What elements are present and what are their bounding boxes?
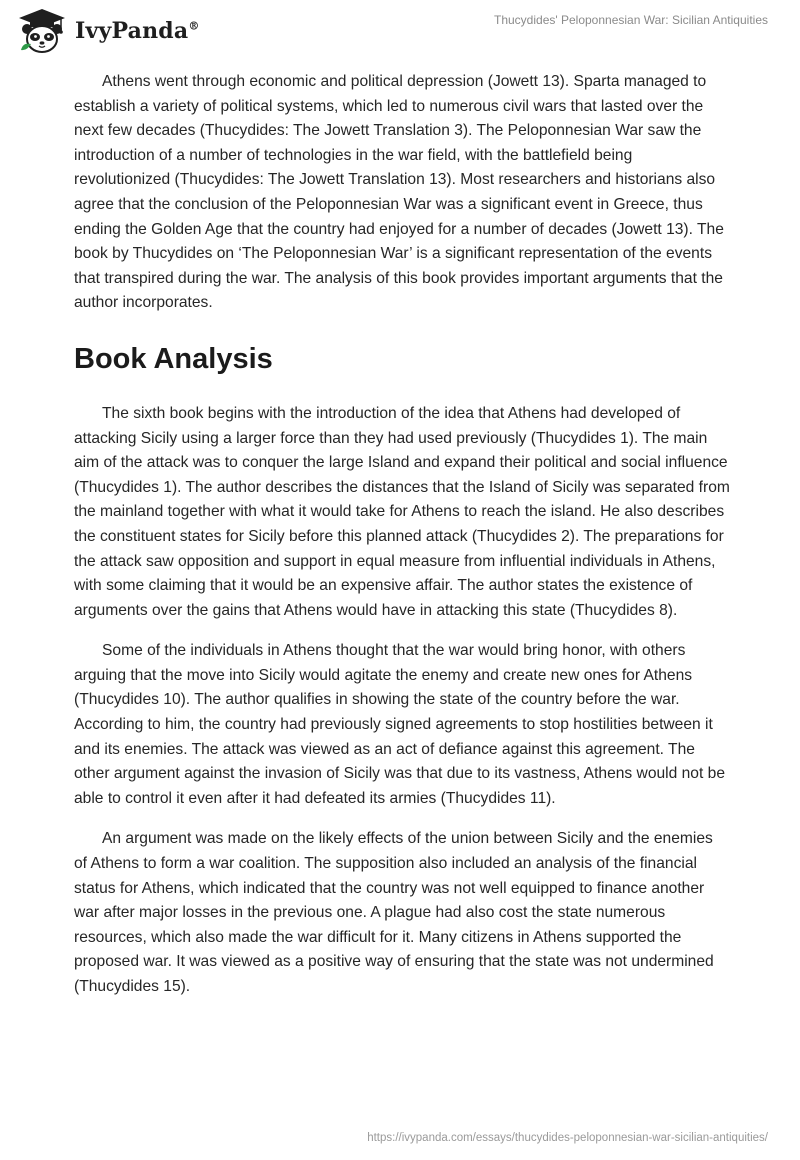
body-paragraph: The sixth book begins with the introduction of the idea that Athens had developed of attacking Sicily using a larger force than they had used previously (Thucydides 1). The main aim of the attack was to conquer the large Island and expand their political and social influence (Thucydides 1). The author describes the distances that the Island of Sicily was separated from the mainland together with what it would take for Athens to reach the island. He also describes the constituent states for Sicily before this planned attack (Thucydides 2). The preparations for the attack saw opposition and support in equal measure from influential individuals in Athens, with some claiming that it would be an expensive affair. The author states the existence of arguments over the gains that Athens would have in attacking this state (Thucydides 8). bbox=[74, 404, 730, 619]
panda-graduate-icon bbox=[13, 6, 71, 56]
body-paragraph: Some of the individuals in Athens thought that the war would bring honor, with others arguing that the move into Sicily would agitate the enemy and create new ones for Athens (Thucydides 10). The author qualifies in showing the state of the country before the war. According to him, the country had previously signed agreements to stop hostilities between it and its enemies. The attack was viewed as an act of defiance against this agreement. The other argument against the invasion of Sicily was that due to its vastness, Athens would not be able to control it even after it had defeated its armies (Thucydides 11). bbox=[74, 642, 725, 807]
page-header bbox=[0, 0, 800, 60]
brand-name: IvyPanda® bbox=[75, 18, 200, 44]
document-title: Thucydides' Peloponnesian War: Sicilian Antiquities bbox=[494, 13, 768, 27]
essay-content bbox=[74, 70, 730, 1016]
body-paragraph: An argument was made on the likely effects of the union between Sicily and the enemies of Athens to form a war coalition. The supposition also included an analysis of the financial status for Athens, which indicated that the country was not well equipped to finance another war after major losses in the previous one. A plague had also cost the state numerous resources, which also made the war difficult for it. Many citizens in Athens supported the proposed war. It was viewed as a positive way of ensuring that the state was not undermined (Thucydides 15). bbox=[74, 830, 714, 995]
section-heading: Book Analysis bbox=[74, 342, 273, 375]
source-url[interactable]: https://ivypanda.com/essays/thucydides-peloponnesian-war-sicilian-antiquities/ bbox=[367, 1132, 768, 1144]
ivypanda-logo[interactable] bbox=[13, 6, 200, 56]
intro-paragraph: Athens went through economic and political depression (Jowett 13). Sparta managed to establish a variety of political systems, which led to numerous civil wars that lasted over the next few decades (Thucydides: The Jowett Translation 3). The Peloponnesian War saw the introduction of a number of technologies in the war field, with the battlefield being revolutionized (Thucydides: The Jowett Translation 13). Most researchers and historians also agree that the conclusion of the Peloponnesian War was a significant event in Greece, thus ending the Golden Age that the country had enjoyed for a number of decades (Jowett 13). The book by Thucydides on ‘The Peloponnesian War’ is a significant representation of the events that transpired during the war. The analysis of this book provides important arguments that the author incorporates. bbox=[74, 73, 724, 312]
